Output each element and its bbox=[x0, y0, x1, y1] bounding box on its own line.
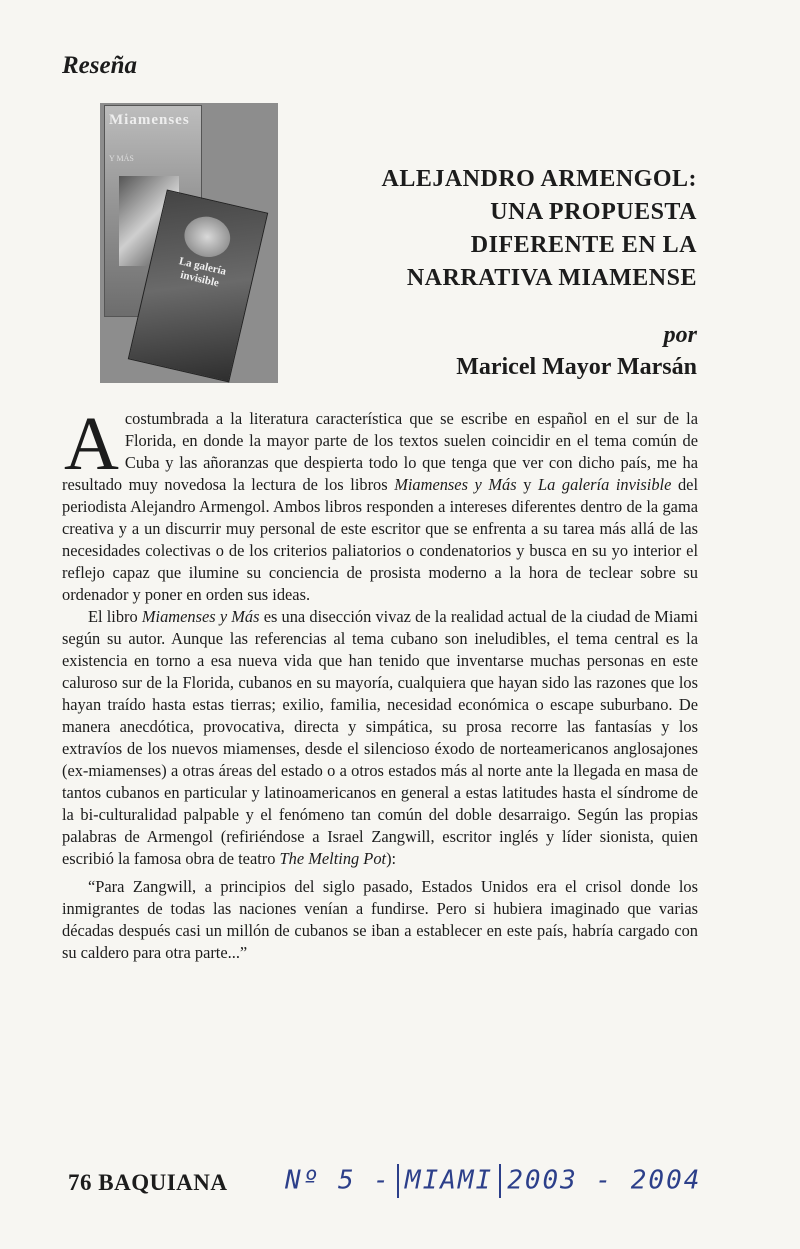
paragraph-text: y bbox=[516, 475, 539, 494]
article-title bbox=[381, 163, 697, 295]
book-title: Miamenses y Más bbox=[394, 475, 517, 494]
paragraph-text: es una disección vivaz de la realidad actual de la ciudad de Miami según su autor. Aunque las referencias al tema cubano son ineludibles, el tema central es la existencia en torno a esa nueva vida que han tenido que inventarse muchas personas en este caluroso sur de la Florida, cubanos en su mayoría, cualquiera que hayan sido las razones que los hayan traído hasta estas tierras; exilio, familia, necesidad económica o escape suburbano. De manera anecdótica, provocativa, directa y simpática, su prosa recorre las fantasías y los extravíos de los nuevos miamenses, desde el silencioso éxodo de norteamericanos anglosajones (ex-miamenses) a otras áreas del estado o a otros estados más al norte ante la llegada en masa de tantos cubanos en particular y latinoamericanos en general a estas latitudes hasta el síndrome de la bi-culturalidad palpable y el fenómeno tan común del doble desarraigo. Según las propias palabras de Armengol (refiriéndose a Israel Zangwill, escritor inglés y líder sionista, quien escribió la famosa obra de teatro bbox=[62, 607, 698, 868]
drop-cap: A bbox=[64, 402, 119, 486]
handwritten-bracket bbox=[499, 1164, 501, 1198]
book-cover-title: La galería invisible bbox=[177, 255, 228, 290]
book-title: La galería invisible bbox=[538, 475, 672, 494]
play-title: The Melting Pot bbox=[279, 849, 387, 868]
handwritten-city: MIAMI bbox=[404, 1165, 494, 1196]
book-covers-photo bbox=[100, 103, 278, 383]
byline-por: por bbox=[663, 322, 697, 348]
book-cover-title: Miamenses bbox=[109, 112, 190, 128]
book-cover-subtitle: Y MÁS bbox=[109, 154, 134, 163]
handwritten-annotation bbox=[285, 1164, 701, 1198]
handwritten-years: 2003 - 2004 bbox=[507, 1165, 702, 1196]
title-line: ALEJANDRO ARMENGOL: bbox=[381, 166, 697, 192]
paragraph-text: costumbrada a la literatura característica que se escribe en español en el sur de la Florida, en donde la mayor parte de los textos suelen coincidir en el tema común de Cuba y las añoranzas que despierta todo lo que tenga que ver con dicho país, me ha resultado muy novedosa la lectura de los libros bbox=[62, 409, 698, 494]
article-body bbox=[62, 402, 699, 964]
book-cover-art bbox=[180, 212, 234, 261]
section-label: Reseña bbox=[62, 52, 137, 79]
block-quote: “Para Zangwill, a principios del siglo pasado, Estados Unidos era el crisol donde los inmigrantes de todas las naciones venían a fundirse. Pero si hubiera imaginado que varias décadas después casi un millón de cubanos se iban a establecer en este país, habría cargado con su caldero para otra parte...” bbox=[62, 877, 698, 962]
paragraph-text: ): bbox=[386, 849, 397, 868]
paragraph-text: del periodista Alejandro Armengol. Ambos libros responden a intereses diferentes dentro de la gama creativa y a un discurrir muy personal de este escritor que se enfrenta a su tarea más allá de las necesidades colectivas o de los criterios paliatorios o condenatorios y busca en su yo interior el reflejo capaz que ilumine su conciencia de prosista moderno a la hora de teclear sobre su ordenador y poner en orden sus ideas. bbox=[62, 475, 699, 604]
handwritten-bracket bbox=[397, 1164, 399, 1198]
byline-author: Maricel Mayor Marsán bbox=[456, 354, 697, 380]
handwritten-issue: Nº 5 - bbox=[285, 1165, 391, 1196]
page-number-footer: 76 BAQUIANA bbox=[68, 1170, 228, 1195]
paragraph bbox=[62, 606, 698, 870]
paragraph-text: El libro bbox=[88, 607, 142, 626]
book-title: Miamenses y Más bbox=[141, 607, 260, 626]
title-line: DIFERENTE EN LA bbox=[470, 232, 697, 258]
title-line: UNA PROPUESTA bbox=[490, 199, 697, 225]
title-line: NARRATIVA MIAMENSE bbox=[406, 265, 697, 291]
paragraph bbox=[62, 402, 699, 606]
